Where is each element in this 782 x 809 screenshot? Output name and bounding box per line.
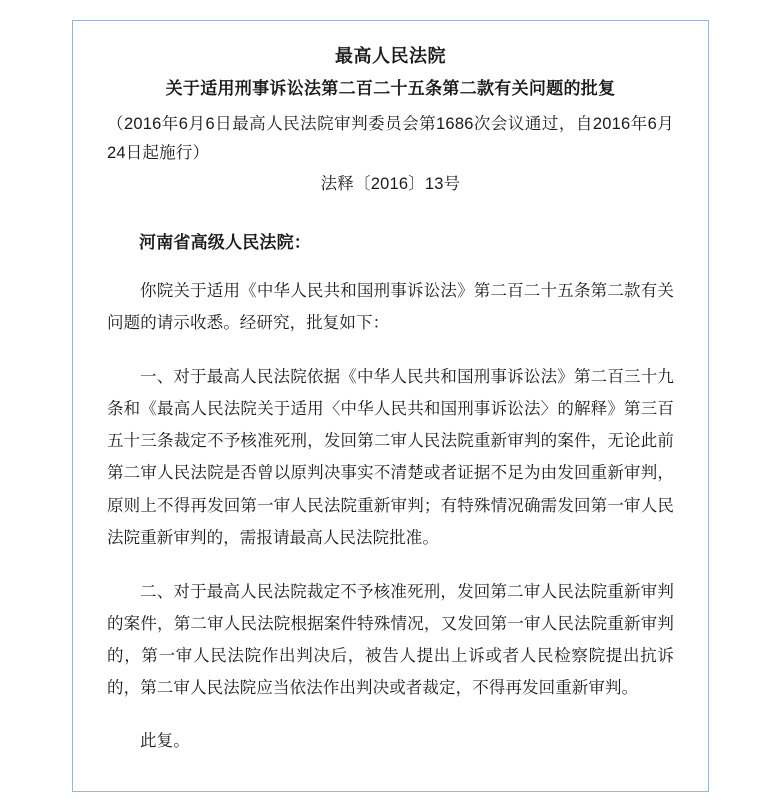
document-title-line-2: 关于适用刑事诉讼法第二百二十五条第二款有关问题的批复	[165, 78, 616, 98]
document-paragraph-4: 此复。	[140, 731, 190, 750]
title-block	[107, 43, 674, 102]
document-paragraph-1: 你院关于适用《中华人民共和国刑事诉讼法》第二百二十五条第二款有关问题的请示收悉。经研究，批复如下：	[107, 281, 674, 332]
document-paragraph-2: 一、对于最高人民法院依据《中华人民共和国刑事诉讼法》第二百三十九条和《最高人民法院关于适用〈中华人民共和国刑事诉讼法〉的解释》第三百五十三条裁定不予核准死刑，发回第二审人民法院重新审判的案件，无论此前第二审人民法院是否曾以原判决事实不清楚或者证据不足为由发回重新审判，原则上不得再发回第一审人民法院重新审判；有特殊情况确需发回第一审人民法院重新审判的，需报请最高人民法院批准。	[107, 367, 674, 547]
document-subtitle: （2016年6月6日最高人民法院审判委员会第1686次会议通过，自2016年6月24日起施行）	[107, 115, 674, 162]
document-page	[72, 20, 709, 792]
document-paragraph-3: 二、对于最高人民法院裁定不予核准死刑，发回第二审人民法院重新审判的案件，第二审人民法院根据案件特殊情况，又发回第一审人民法院重新审判的，第一审人民法院作出判决后，被告人提出上诉或者人民检察院提出抗诉的，第二审人民法院应当依法作出判决或者裁定，不得再发回重新审判。	[107, 582, 674, 698]
document-title-line-1: 最高人民法院	[335, 46, 446, 66]
document-body	[73, 21, 708, 767]
document-number: 法释〔2016〕13号	[320, 174, 461, 193]
document-recipient: 河南省高级人民法院：	[139, 232, 311, 252]
